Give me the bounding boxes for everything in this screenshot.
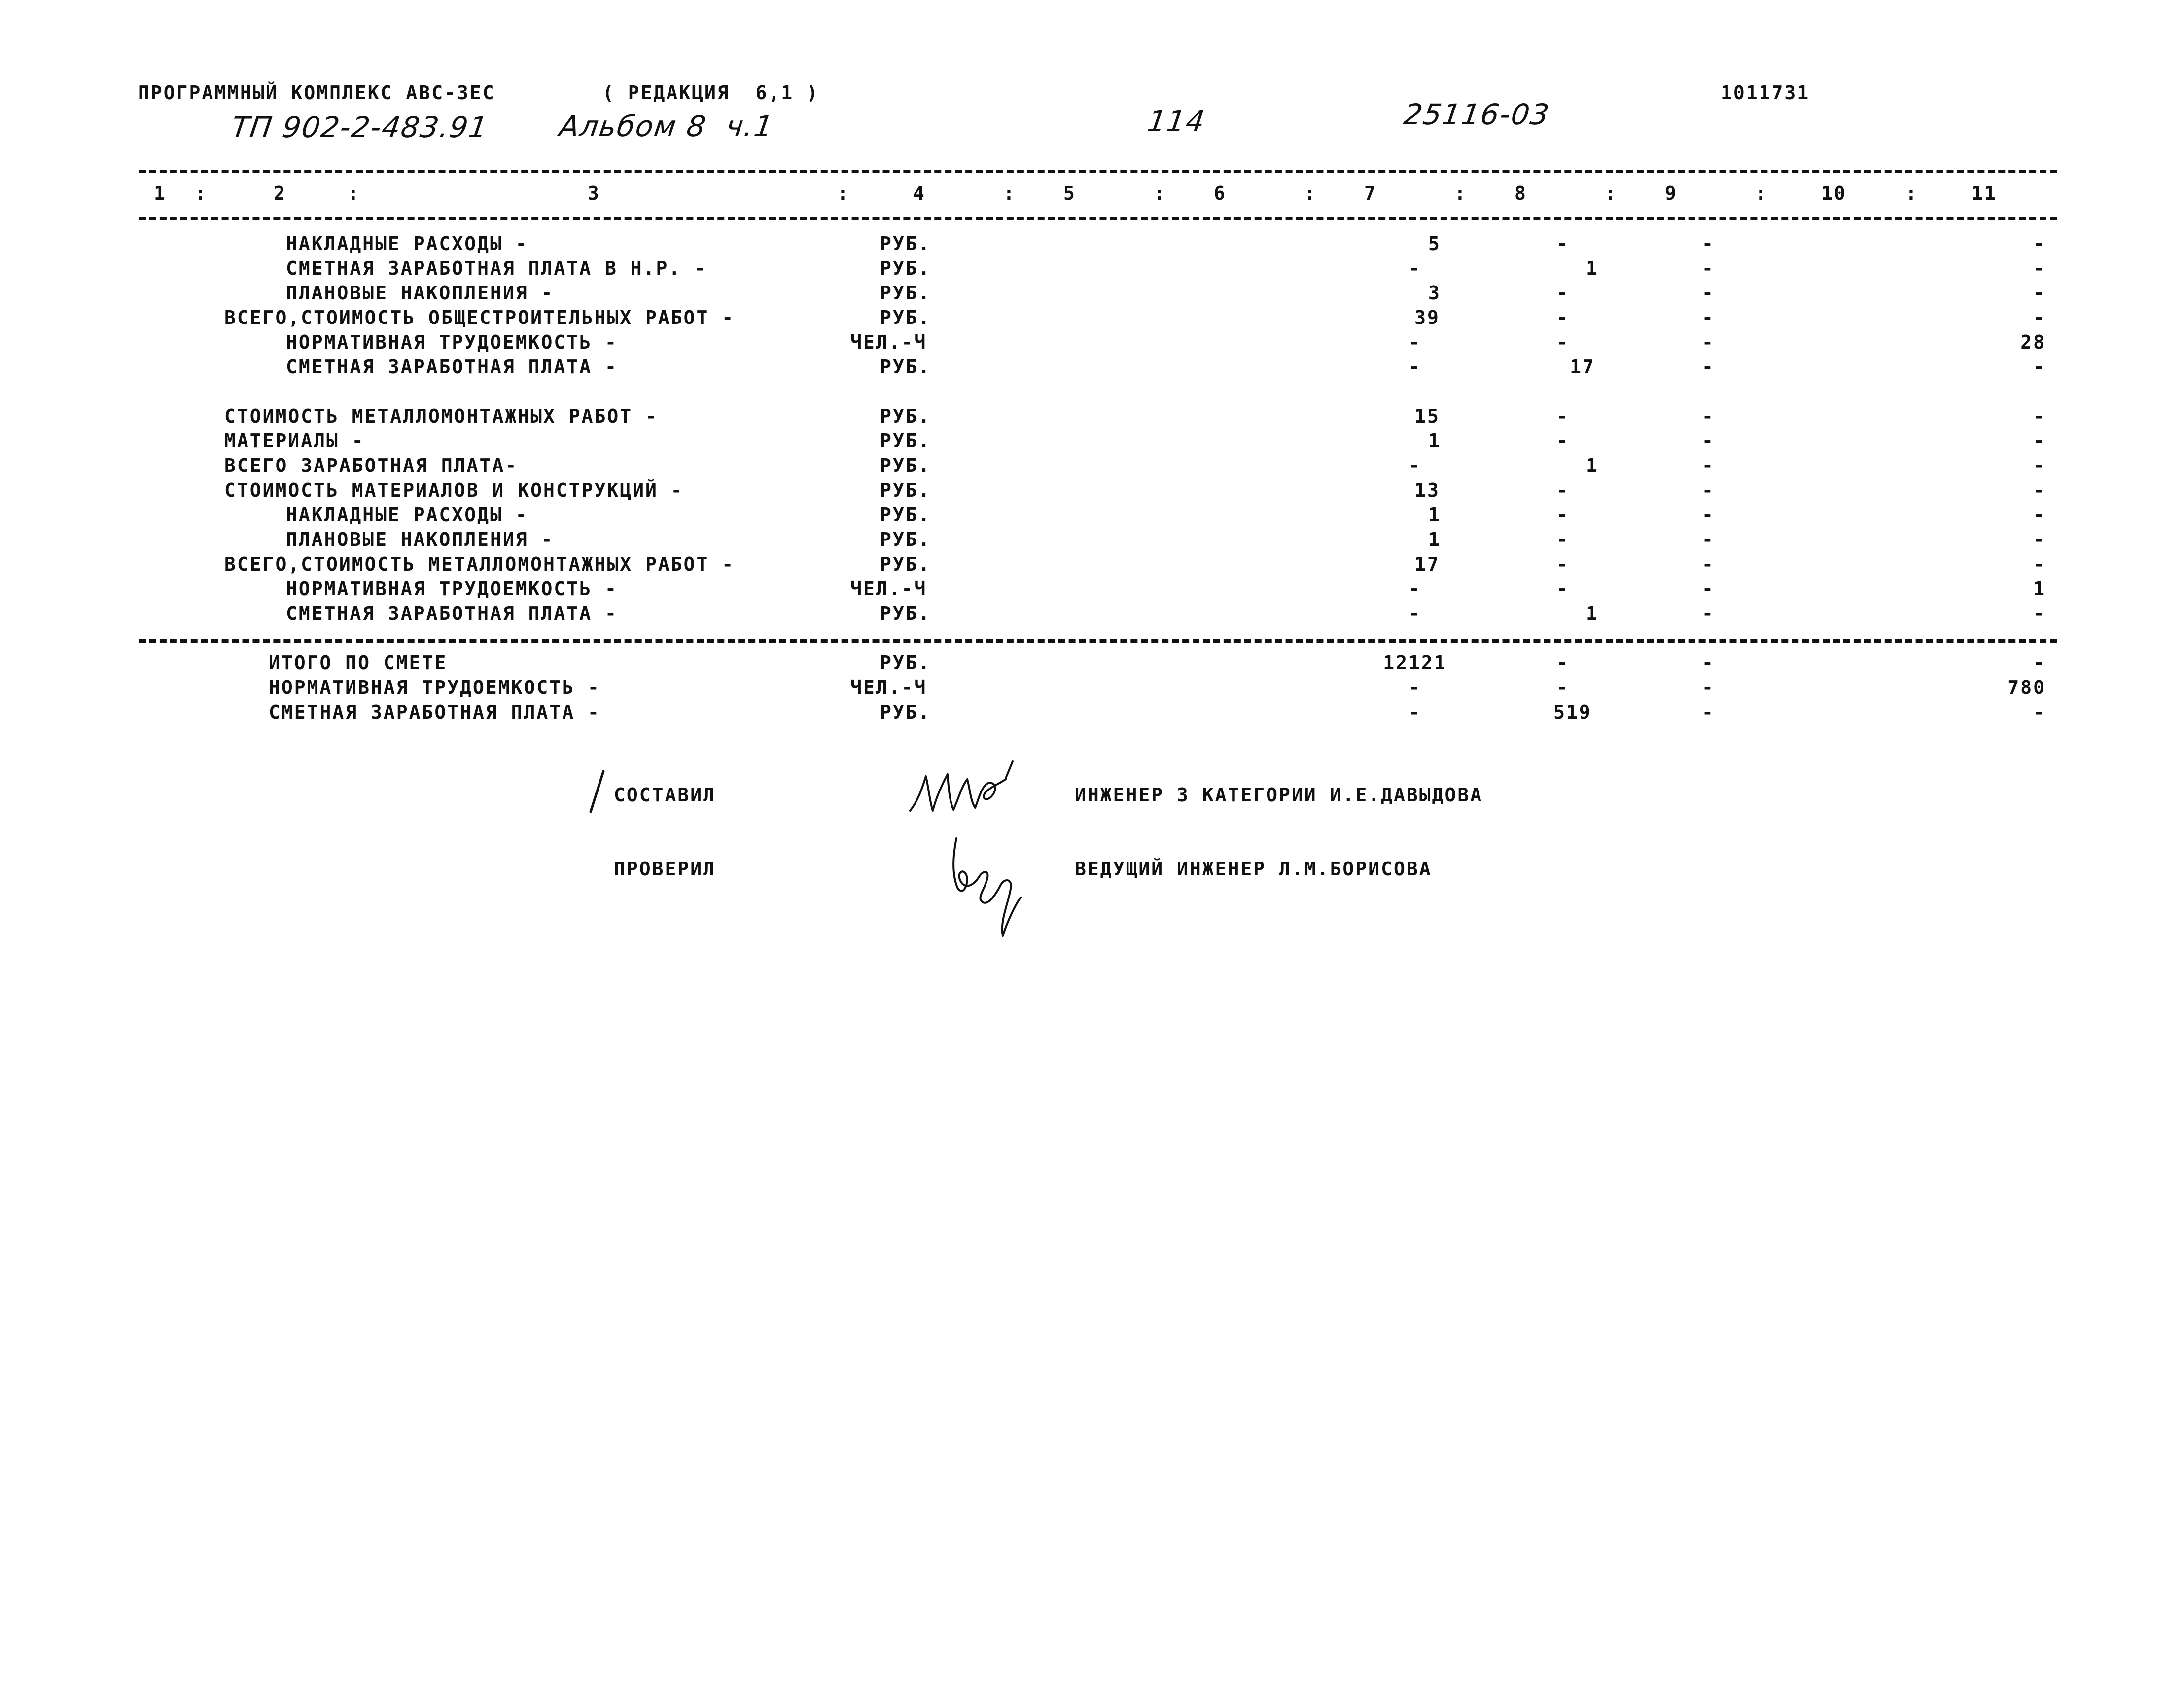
cell-col9: - [1702, 529, 1715, 550]
handwritten-index-code: 25116-03 [1402, 98, 1552, 131]
cell-col9: - [1702, 405, 1715, 427]
column-number: 1 [154, 182, 167, 204]
column-number: 11 [1972, 182, 1997, 204]
row-label: НАКЛАДНЫЕ РАСХОДЫ - [286, 504, 528, 526]
cell-col11: 780 [2008, 677, 2046, 698]
cell-col9: - [1702, 257, 1715, 279]
cell-col11: - [2033, 504, 2046, 526]
cell-col11: 1 [2033, 578, 2046, 600]
row-label: НАКЛАДНЫЕ РАСХОДЫ - [286, 233, 528, 254]
cell-col7: 39 [1414, 307, 1440, 328]
cell-col7: 3 [1428, 282, 1441, 304]
cell-col8: - [1556, 553, 1569, 575]
cell-col11: 28 [2020, 331, 2046, 353]
row-unit: РУБ. [880, 405, 931, 427]
cell-col8: - [1556, 677, 1569, 698]
signature-borisova [942, 833, 1030, 942]
cell-col9: - [1702, 331, 1715, 353]
cell-col7: - [1409, 677, 1421, 698]
row-unit: РУБ. [880, 233, 931, 254]
row-label: НОРМАТИВНАЯ ТРУДОЕМКОСТЬ - [286, 578, 618, 600]
cell-col8: 519 [1553, 701, 1592, 723]
row-unit: РУБ. [880, 553, 931, 575]
row-label: СМЕТНАЯ ЗАРАБОТНАЯ ПЛАТА В Н.Р. - [286, 257, 707, 279]
cell-col8: - [1556, 282, 1569, 304]
column-separators: : [1154, 182, 1166, 204]
row-label: СМЕТНАЯ ЗАРАБОТНАЯ ПЛАТА - [286, 603, 618, 624]
cell-col9: - [1702, 233, 1715, 254]
cell-col9: - [1702, 307, 1715, 328]
row-label: СМЕТНАЯ ЗАРАБОТНАЯ ПЛАТА - [269, 701, 600, 723]
row-unit: РУБ. [880, 455, 931, 476]
column-number: 2 [274, 182, 286, 204]
row-label: ВСЕГО ЗАРАБОТНАЯ ПЛАТА- [224, 455, 518, 476]
column-separators: : [1003, 182, 1016, 204]
row-label: ВСЕГО,СТОИМОСТЬ ОБЩЕСТРОИТЕЛЬНЫХ РАБОТ - [224, 307, 735, 328]
cell-col11: - [2033, 430, 2046, 452]
cell-col9: - [1702, 430, 1715, 452]
row-unit: РУБ. [880, 701, 931, 723]
hand-slash-mark [588, 769, 607, 814]
cell-col8: - [1556, 331, 1569, 353]
column-number: 5 [1063, 182, 1076, 204]
row-label: ВСЕГО,СТОИМОСТЬ МЕТАЛЛОМОНТАЖНЫХ РАБОТ - [224, 553, 735, 575]
row-unit: РУБ. [880, 529, 931, 550]
column-number: 4 [913, 182, 926, 204]
row-label: СТОИМОСТЬ МЕТАЛЛОМОНТАЖНЫХ РАБОТ - [224, 405, 658, 427]
row-unit: РУБ. [880, 479, 931, 501]
cell-col11: - [2033, 233, 2046, 254]
column-number: 9 [1665, 182, 1678, 204]
program-edition: ( РЕДАКЦИЯ 6,1 ) [602, 82, 819, 104]
column-number: 3 [588, 182, 600, 204]
cell-col9: - [1702, 701, 1715, 723]
cell-col7: - [1409, 455, 1421, 476]
cell-col11: - [2033, 652, 2046, 674]
cell-col8: 1 [1586, 455, 1599, 476]
row-label: ПЛАНОВЫЕ НАКОПЛЕНИЯ - [286, 529, 554, 550]
cell-col8: - [1556, 578, 1569, 600]
row-unit: РУБ. [880, 257, 931, 279]
column-number: 7 [1364, 182, 1377, 204]
cell-col7: - [1409, 331, 1421, 353]
cell-col8: - [1556, 307, 1569, 328]
cell-col11: - [2033, 603, 2046, 624]
cell-col7: 15 [1414, 405, 1440, 427]
cell-col8: 17 [1570, 356, 1595, 378]
checked-by: ВЕДУЩИЙ ИНЖЕНЕР Л.М.БОРИСОВА [1075, 858, 1432, 880]
cell-col7: - [1409, 356, 1421, 378]
cell-col11: - [2033, 356, 2046, 378]
cell-col11: - [2033, 553, 2046, 575]
cell-col9: - [1702, 356, 1715, 378]
cell-col7: - [1409, 578, 1421, 600]
cell-col8: - [1556, 430, 1569, 452]
row-label: ИТОГО ПО СМЕТЕ [269, 652, 448, 674]
cell-col7: - [1409, 257, 1421, 279]
cell-col9: - [1702, 479, 1715, 501]
cell-col8: - [1556, 529, 1569, 550]
cell-col11: - [2033, 529, 2046, 550]
column-separators: : [1905, 182, 1918, 204]
column-separators: : [348, 182, 360, 204]
column-separators: : [1755, 182, 1768, 204]
cell-col8: - [1556, 233, 1569, 254]
cell-col11: - [2033, 257, 2046, 279]
cell-col9: - [1702, 504, 1715, 526]
column-separators: : [837, 182, 850, 204]
handwritten-page-number: 114 [1145, 105, 1208, 138]
cell-col9: - [1702, 282, 1715, 304]
cell-col7: 1 [1428, 529, 1441, 550]
column-separators: : [195, 182, 208, 204]
cell-col9: - [1702, 603, 1715, 624]
row-label: СТОИМОСТЬ МАТЕРИАЛОВ И КОНСТРУКЦИЙ - [224, 479, 684, 501]
header-rule-bottom [139, 217, 2057, 220]
column-number: 10 [1821, 182, 1847, 204]
row-label: НОРМАТИВНАЯ ТРУДОЕМКОСТЬ - [269, 677, 600, 698]
checked-label: ПРОВЕРИЛ [614, 858, 716, 880]
cell-col9: - [1702, 455, 1715, 476]
row-unit: РУБ. [880, 307, 931, 328]
cell-col9: - [1702, 677, 1715, 698]
cell-col7: 17 [1414, 553, 1440, 575]
handwritten-project-code: ТП 902-2-483.91 [229, 110, 491, 144]
cell-col7: - [1409, 701, 1421, 723]
row-unit: РУБ. [880, 430, 931, 452]
row-unit: РУБ. [880, 603, 931, 624]
cell-col7: 1 [1428, 504, 1441, 526]
cell-col8: - [1556, 405, 1569, 427]
composed-by: ИНЖЕНЕР 3 КАТЕГОРИИ И.Е.ДАВЫДОВА [1075, 784, 1483, 806]
cell-col11: - [2033, 405, 2046, 427]
totals-rule [139, 639, 2057, 643]
composed-label: СОСТАВИЛ [614, 784, 716, 806]
cell-col7: 13 [1414, 479, 1440, 501]
row-unit: РУБ. [880, 652, 931, 674]
column-separators: : [1605, 182, 1618, 204]
signature-davydova [907, 759, 1021, 819]
program-name: ПРОГРАММНЫЙ КОМПЛЕКС АВС-3ЕС [138, 82, 495, 104]
cell-col9: - [1702, 652, 1715, 674]
row-label: ПЛАНОВЫЕ НАКОПЛЕНИЯ - [286, 282, 554, 304]
row-unit: РУБ. [880, 282, 931, 304]
cell-col7: 12121 [1383, 652, 1447, 674]
cell-col8: - [1556, 652, 1569, 674]
cell-col9: - [1702, 553, 1715, 575]
column-number: 6 [1214, 182, 1227, 204]
cell-col11: - [2033, 282, 2046, 304]
cell-col11: - [2033, 701, 2046, 723]
document-number: 1011731 [1721, 82, 1810, 104]
cell-col8: 1 [1586, 603, 1599, 624]
row-label: МАТЕРИАЛЫ - [224, 430, 365, 452]
column-separators: : [1304, 182, 1317, 204]
cell-col7: - [1409, 603, 1421, 624]
row-unit: РУБ. [880, 356, 931, 378]
cell-col11: - [2033, 307, 2046, 328]
row-unit: ЧЕЛ.-Ч [850, 331, 927, 353]
row-unit: РУБ. [880, 504, 931, 526]
row-label: СМЕТНАЯ ЗАРАБОТНАЯ ПЛАТА - [286, 356, 618, 378]
row-unit: ЧЕЛ.-Ч [850, 578, 927, 600]
cell-col9: - [1702, 578, 1715, 600]
cell-col7: 1 [1428, 430, 1441, 452]
cell-col8: - [1556, 479, 1569, 501]
column-number: 8 [1515, 182, 1527, 204]
column-separators: : [1454, 182, 1467, 204]
handwritten-album: Альбом 8 ч.1 [557, 109, 776, 143]
row-unit: ЧЕЛ.-Ч [850, 677, 927, 698]
cell-col8: 1 [1586, 257, 1599, 279]
cell-col11: - [2033, 455, 2046, 476]
row-label: НОРМАТИВНАЯ ТРУДОЕМКОСТЬ - [286, 331, 618, 353]
header-rule-top [139, 170, 2057, 173]
cell-col8: - [1556, 504, 1569, 526]
cell-col7: 5 [1428, 233, 1441, 254]
cell-col11: - [2033, 479, 2046, 501]
